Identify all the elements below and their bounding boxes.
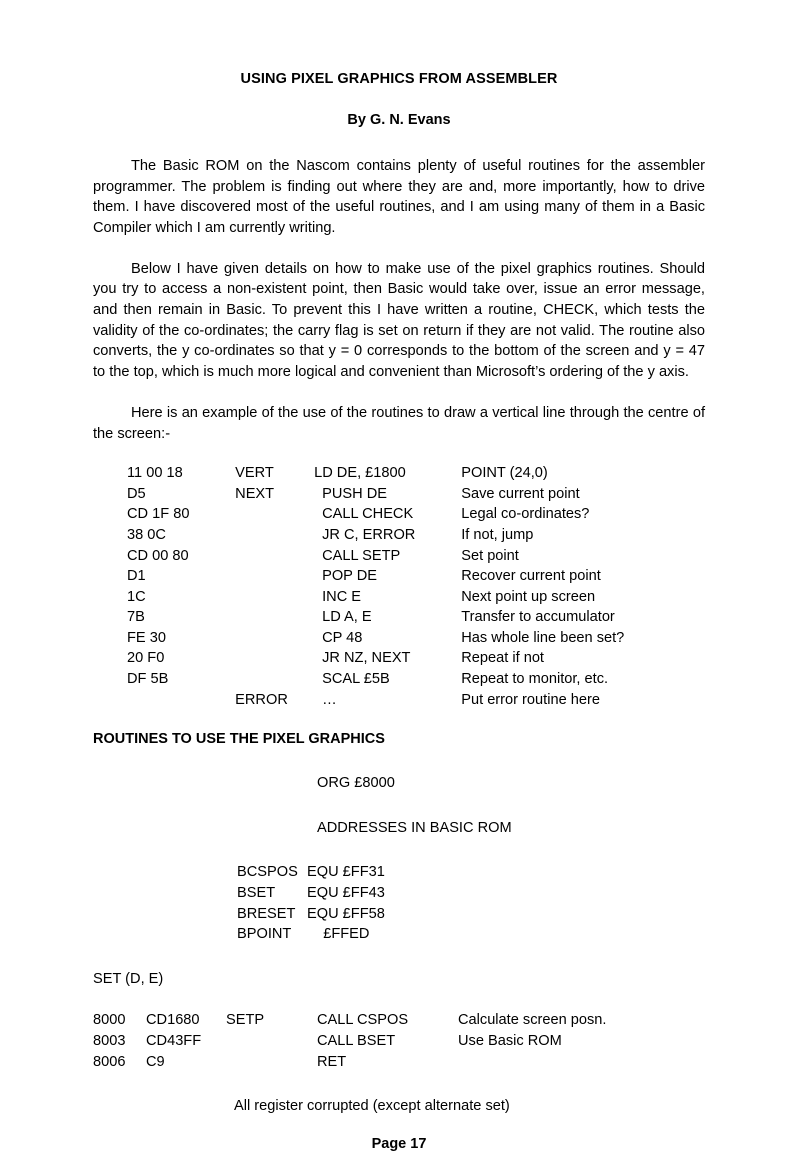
equates-table [237,862,507,944]
opcode-bytes: DF 5B [127,671,169,688]
assembly-listing-body [127,463,705,710]
instruction-comment: If not, jump [461,526,534,543]
instruction-label [235,525,314,546]
instruction-label [226,1031,317,1052]
equate-symbol: BRESET [237,905,296,922]
instruction-label [226,1052,317,1073]
register-footnote: All register corrupted (except alternate set) [234,1098,510,1115]
assembly-listing-row [127,484,705,505]
assembly-listing-setp-row [93,1031,705,1052]
instruction-comment: Has whole line been set? [461,629,625,646]
instruction-comment: Repeat to monitor, etc. [461,671,609,688]
instruction-label [235,566,314,587]
opcode-bytes: CD1680 [146,1012,200,1029]
assembly-listing-row [127,628,705,649]
instruction-comment: Next point up screen [461,588,596,605]
instruction-mnemonic: RET [317,1053,347,1070]
equate-value: EQU £FF43 [307,885,385,902]
set-routine-title: SET (D, E) [93,970,164,987]
document-byline: By G. N. Evans [347,112,451,128]
instruction-label: SETP [226,1012,265,1029]
section-heading-routines: ROUTINES TO USE THE PIXEL GRAPHICS [93,731,385,748]
instruction-mnemonic: PUSH DE [322,485,387,502]
opcode-bytes: 11 00 18 [127,465,183,482]
instruction-mnemonic: LD DE, £1800 [314,465,406,482]
equate-symbol: BPOINT [237,926,292,943]
instruction-comment: Set point [461,547,519,564]
instruction-label [235,504,314,525]
instruction-comment: Put error routine here [461,691,600,708]
instruction-mnemonic: SCAL £5B [322,671,390,688]
opcode-bytes [127,690,235,711]
instruction-label [235,607,314,628]
instruction-mnemonic: POP DE [322,568,377,585]
instruction-mnemonic: JR C, ERROR [322,526,416,543]
addresses-subheading: ADDRESSES IN BASIC ROM [317,819,512,836]
instruction-mnemonic: INC E [322,588,362,605]
instruction-mnemonic: CALL CSPOS [317,1012,409,1029]
equate-symbol: BCSPOS [237,864,298,881]
opcode-bytes: 1C [127,588,146,605]
assembly-listing-setp-body [93,1010,705,1072]
assembly-listing-row [127,669,705,690]
instruction-comment: Use Basic ROM [458,1033,562,1049]
instruction-mnemonic: CALL SETP [322,547,401,564]
instruction-comment: Recover current point [461,568,601,585]
page-content [93,0,705,1154]
assembly-listing-row [127,566,705,587]
assembly-listing-row [127,607,705,628]
instruction-label [235,587,314,608]
equates-row [237,924,507,945]
assembly-listing-row [127,587,705,608]
equates-table-body [237,862,507,944]
instruction-label [235,669,314,690]
instruction-mnemonic: CP 48 [322,629,363,646]
instruction-label [235,546,314,567]
assembly-listing-row [127,690,705,711]
memory-address: 8006 [93,1053,126,1070]
instruction-comment: Repeat if not [461,650,544,667]
instruction-comment: Transfer to accumulator [461,609,615,626]
opcode-bytes: CD 1F 80 [127,506,190,523]
assembly-listing-row [127,648,705,669]
equate-value: £FFED [307,926,370,943]
instruction-label: NEXT [235,485,275,502]
assembly-listing-vertical-line [127,463,705,710]
org-directive: ORG £8000 [317,775,395,792]
assembly-listing-setp-row [93,1010,705,1031]
assembly-listing-row [127,504,705,525]
opcode-bytes: CD43FF [146,1033,202,1049]
memory-address: 8003 [93,1033,126,1049]
document-title: USING PIXEL GRAPHICS FROM ASSEMBLER [240,71,558,87]
equates-row [237,904,507,925]
equate-symbol: BSET [237,885,276,902]
equate-value: EQU £FF58 [307,905,385,922]
instruction-mnemonic: LD A, E [322,609,372,626]
assembly-listing-row [127,463,705,484]
assembly-listing-setp [93,1010,705,1072]
instruction-comment: POINT (24,0) [461,465,548,482]
instruction-label: ERROR [235,691,288,708]
memory-address: 8000 [93,1012,126,1029]
opcode-bytes: 7B [127,609,145,626]
opcode-bytes: D5 [127,485,146,502]
equates-row [237,862,507,883]
opcode-bytes: 20 F0 [127,650,165,667]
paragraph-example-intro: Here is an example of the use of the routines to draw a vertical line through the centre of the screen:- [93,404,705,442]
assembly-listing-setp-row [93,1052,705,1073]
instruction-mnemonic: JR NZ, NEXT [322,650,411,667]
instruction-label [235,628,314,649]
instruction-mnemonic: CALL CHECK [322,506,414,523]
equate-value: EQU £FF31 [307,864,385,881]
equates-row [237,883,507,904]
paragraph-intro: The Basic ROM on the Nascom contains plenty of useful routines for the assembler programmer. The problem is finding out where they are and, more importantly, how to drive them. I have discovered most of the useful routines, and I am using many of them in a Basic Compiler which I am currently writing. [93,158,705,236]
page-number: Page 17 [371,1135,427,1152]
assembly-listing-row [127,546,705,567]
paragraph-check-routine: Below I have given details on how to make use of the pixel graphics routines. Should you try to access a non-existent point, then Basic would take over, issue an error message, and then remain in Basic. To prevent this I have written a routine, CHECK, which tests the validity of the co-ordinates; the carry flag is set on return if they are not valid. The routine also converts, the y co-ordinates so that y = 0 corresponds to the bottom of the screen and y = 47 to the top, which is much more logical and convenient than Microsoft’s ordering of the y axis. [93,260,705,380]
instruction-label [235,648,314,669]
instruction-comment: Legal co-ordinates? [461,506,590,523]
opcode-bytes: 38 0C [127,526,166,543]
instruction-comment [458,1052,705,1073]
instruction-mnemonic: … [322,691,337,708]
opcode-bytes: D1 [127,568,146,585]
opcode-bytes: C9 [146,1053,165,1070]
instruction-mnemonic: CALL BSET [317,1033,396,1049]
opcode-bytes: CD 00 80 [127,547,189,564]
instruction-comment: Calculate screen posn. [458,1012,607,1029]
assembly-listing-row [127,525,705,546]
instruction-label: VERT [235,465,274,482]
opcode-bytes: FE 30 [127,629,166,646]
instruction-comment: Save current point [461,485,580,502]
